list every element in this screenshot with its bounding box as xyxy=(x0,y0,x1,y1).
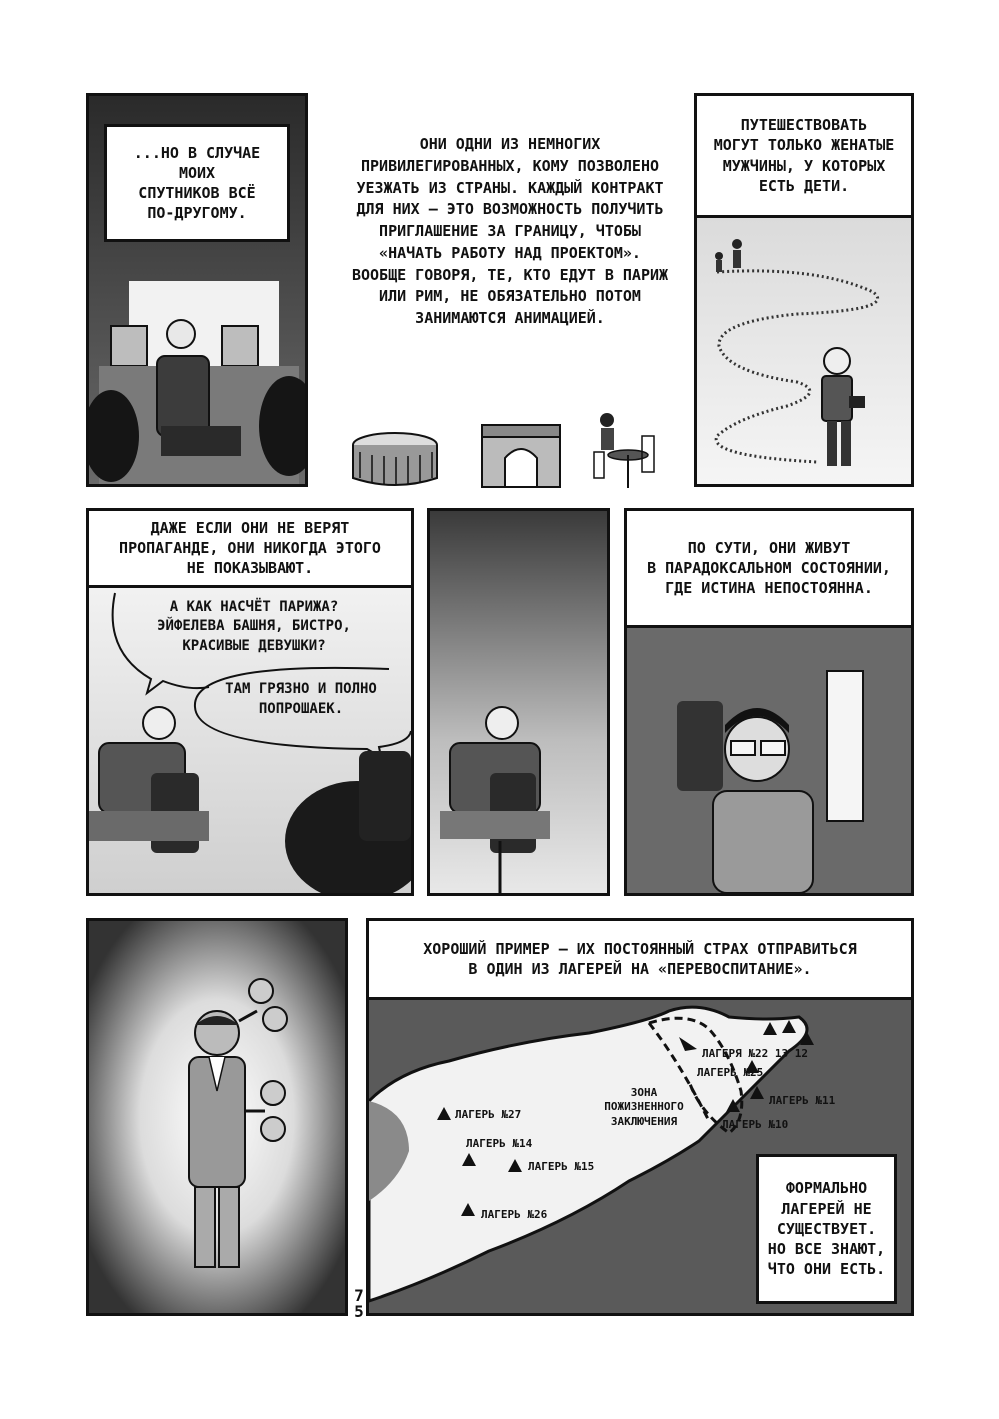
map-label-camp-15: ЛАГЕРЬ №15 xyxy=(528,1160,595,1173)
map-label-camp-26: ЛАГЕРЬ №26 xyxy=(481,1208,548,1221)
camp-marker-26 xyxy=(461,1203,475,1216)
map-label-life-zone: ЗОНА ПОЖИЗНЕННОГО ЗАКЛЮЧЕНИЯ xyxy=(604,1086,684,1128)
arc-de-triomphe-icon xyxy=(482,425,560,487)
camp-marker-14 xyxy=(462,1153,476,1166)
caption-married-men: ПУТЕШЕСТВОВАТЬ МОГУТ ТОЛЬКО ЖЕНАТЫЕ МУЖЧИНЫ, У КОТОРЫХ ЕСТЬ ДЕТИ. xyxy=(694,93,914,218)
caption-paradox: ПО СУТИ, ОНИ ЖИВУТ В ПАРАДОКСАЛЬНОМ СОСТОЯНИИ, ГДЕ ИСТИНА НЕПОСТОЯННА. xyxy=(624,508,914,628)
colosseum-icon xyxy=(353,433,437,485)
camp-marker-11 xyxy=(750,1086,764,1099)
cafe-icon xyxy=(594,413,654,488)
map-label-camp-11: ЛАГЕРЬ №11 xyxy=(769,1094,836,1107)
page-number-digit-2: 5 xyxy=(354,1302,364,1321)
camp-marker-10 xyxy=(726,1099,740,1112)
camp-marker-27 xyxy=(437,1107,451,1120)
map-label-camp-27: ЛАГЕРЬ №27 xyxy=(455,1108,522,1121)
caption-propaganda: ДАЖЕ ЕСЛИ ОНИ НЕ ВЕРЯТ ПРОПАГАНДЕ, ОНИ НИКОГДА ЭТОГО НЕ ПОКАЗЫВАЮТ. xyxy=(86,508,414,588)
panel-windup-man xyxy=(86,918,348,1316)
speech-bubble-paris-question: А КАК НАСЧЁТ ПАРИЖА? ЭЙФЕЛЕВА БАШНЯ, БИСТРО, КРАСИВЫЕ ДЕВУШКИ? xyxy=(157,598,351,654)
silent-man-illustration xyxy=(430,511,607,893)
camp-marker-15 xyxy=(508,1159,522,1172)
camp-marker-22 xyxy=(763,1022,777,1035)
windup-man-illustration xyxy=(89,921,345,1313)
map-label-camp-14: ЛАГЕРЬ №14 xyxy=(466,1137,533,1150)
map-label-camp-10: ЛАГЕРЬ №10 xyxy=(722,1118,789,1131)
speech-bubble-dirty-answer: ТАМ ГРЯЗНО И ПОЛНО ПОПРОШАЕК. xyxy=(225,681,377,717)
page-number-digit-1: 7 xyxy=(354,1286,364,1305)
page-number xyxy=(352,1288,366,1320)
text-privileged-travel: ОНИ ОДНИ ИЗ НЕМНОГИХ ПРИВИЛЕГИРОВАННЫХ, КОМУ ПОЗВОЛЕНО УЕЗЖАТЬ ИЗ СТРАНЫ. КАЖДЫЙ КОНТРАКТ ДЛЯ НИХ – ЭТО ВОЗМОЖНОСТЬ ПОЛУЧИТЬ ПРИГЛАШЕНИЕ ЗА ГРАНИЦУ, ЧТОБЫ «НАЧАТЬ РАБОТУ НАД ПРОЕКТОМ». ВООБЩЕ ГОВОРЯ, ТЕ, КТО ЕДУТ В ПАРИЖ ИЛИ РИМ, НЕ ОБЯЗАТЕЛЬНО ПОТОМ ЗАНИМАЮТСЯ АНИМАЦИЕЙ. xyxy=(351,135,669,327)
caption-camps-fear: ХОРОШИЙ ПРИМЕР – ИХ ПОСТОЯННЫЙ СТРАХ ОТПРАВИТЬСЯ В ОДИН ИЗ ЛАГЕРЕЙ НА «ПЕРЕВОСПИТАНИЕ». xyxy=(366,918,914,1000)
caption-camps-exist: ФОРМАЛЬНО ЛАГЕРЕЙ НЕ СУЩЕСТВУЕТ. НО ВСЕ ЗНАЮТ, ЧТО ОНИ ЕСТЬ. xyxy=(756,1154,897,1304)
camp-marker-13 xyxy=(782,1020,796,1033)
camp-marker-25 xyxy=(745,1060,759,1073)
caption-companions: ...НО В СЛУЧАЕ МОИХ СПУТНИКОВ ВСЁ ПО-ДРУГОМУ. xyxy=(104,124,290,242)
camp-marker-12 xyxy=(800,1032,814,1045)
map-label-camp-25: ЛАГЕРЬ №25 xyxy=(697,1066,764,1079)
panel-silent-man xyxy=(427,508,610,896)
map-label-camps-22-13-12: ЛАГЕРЯ №22 13 12 xyxy=(702,1047,808,1060)
